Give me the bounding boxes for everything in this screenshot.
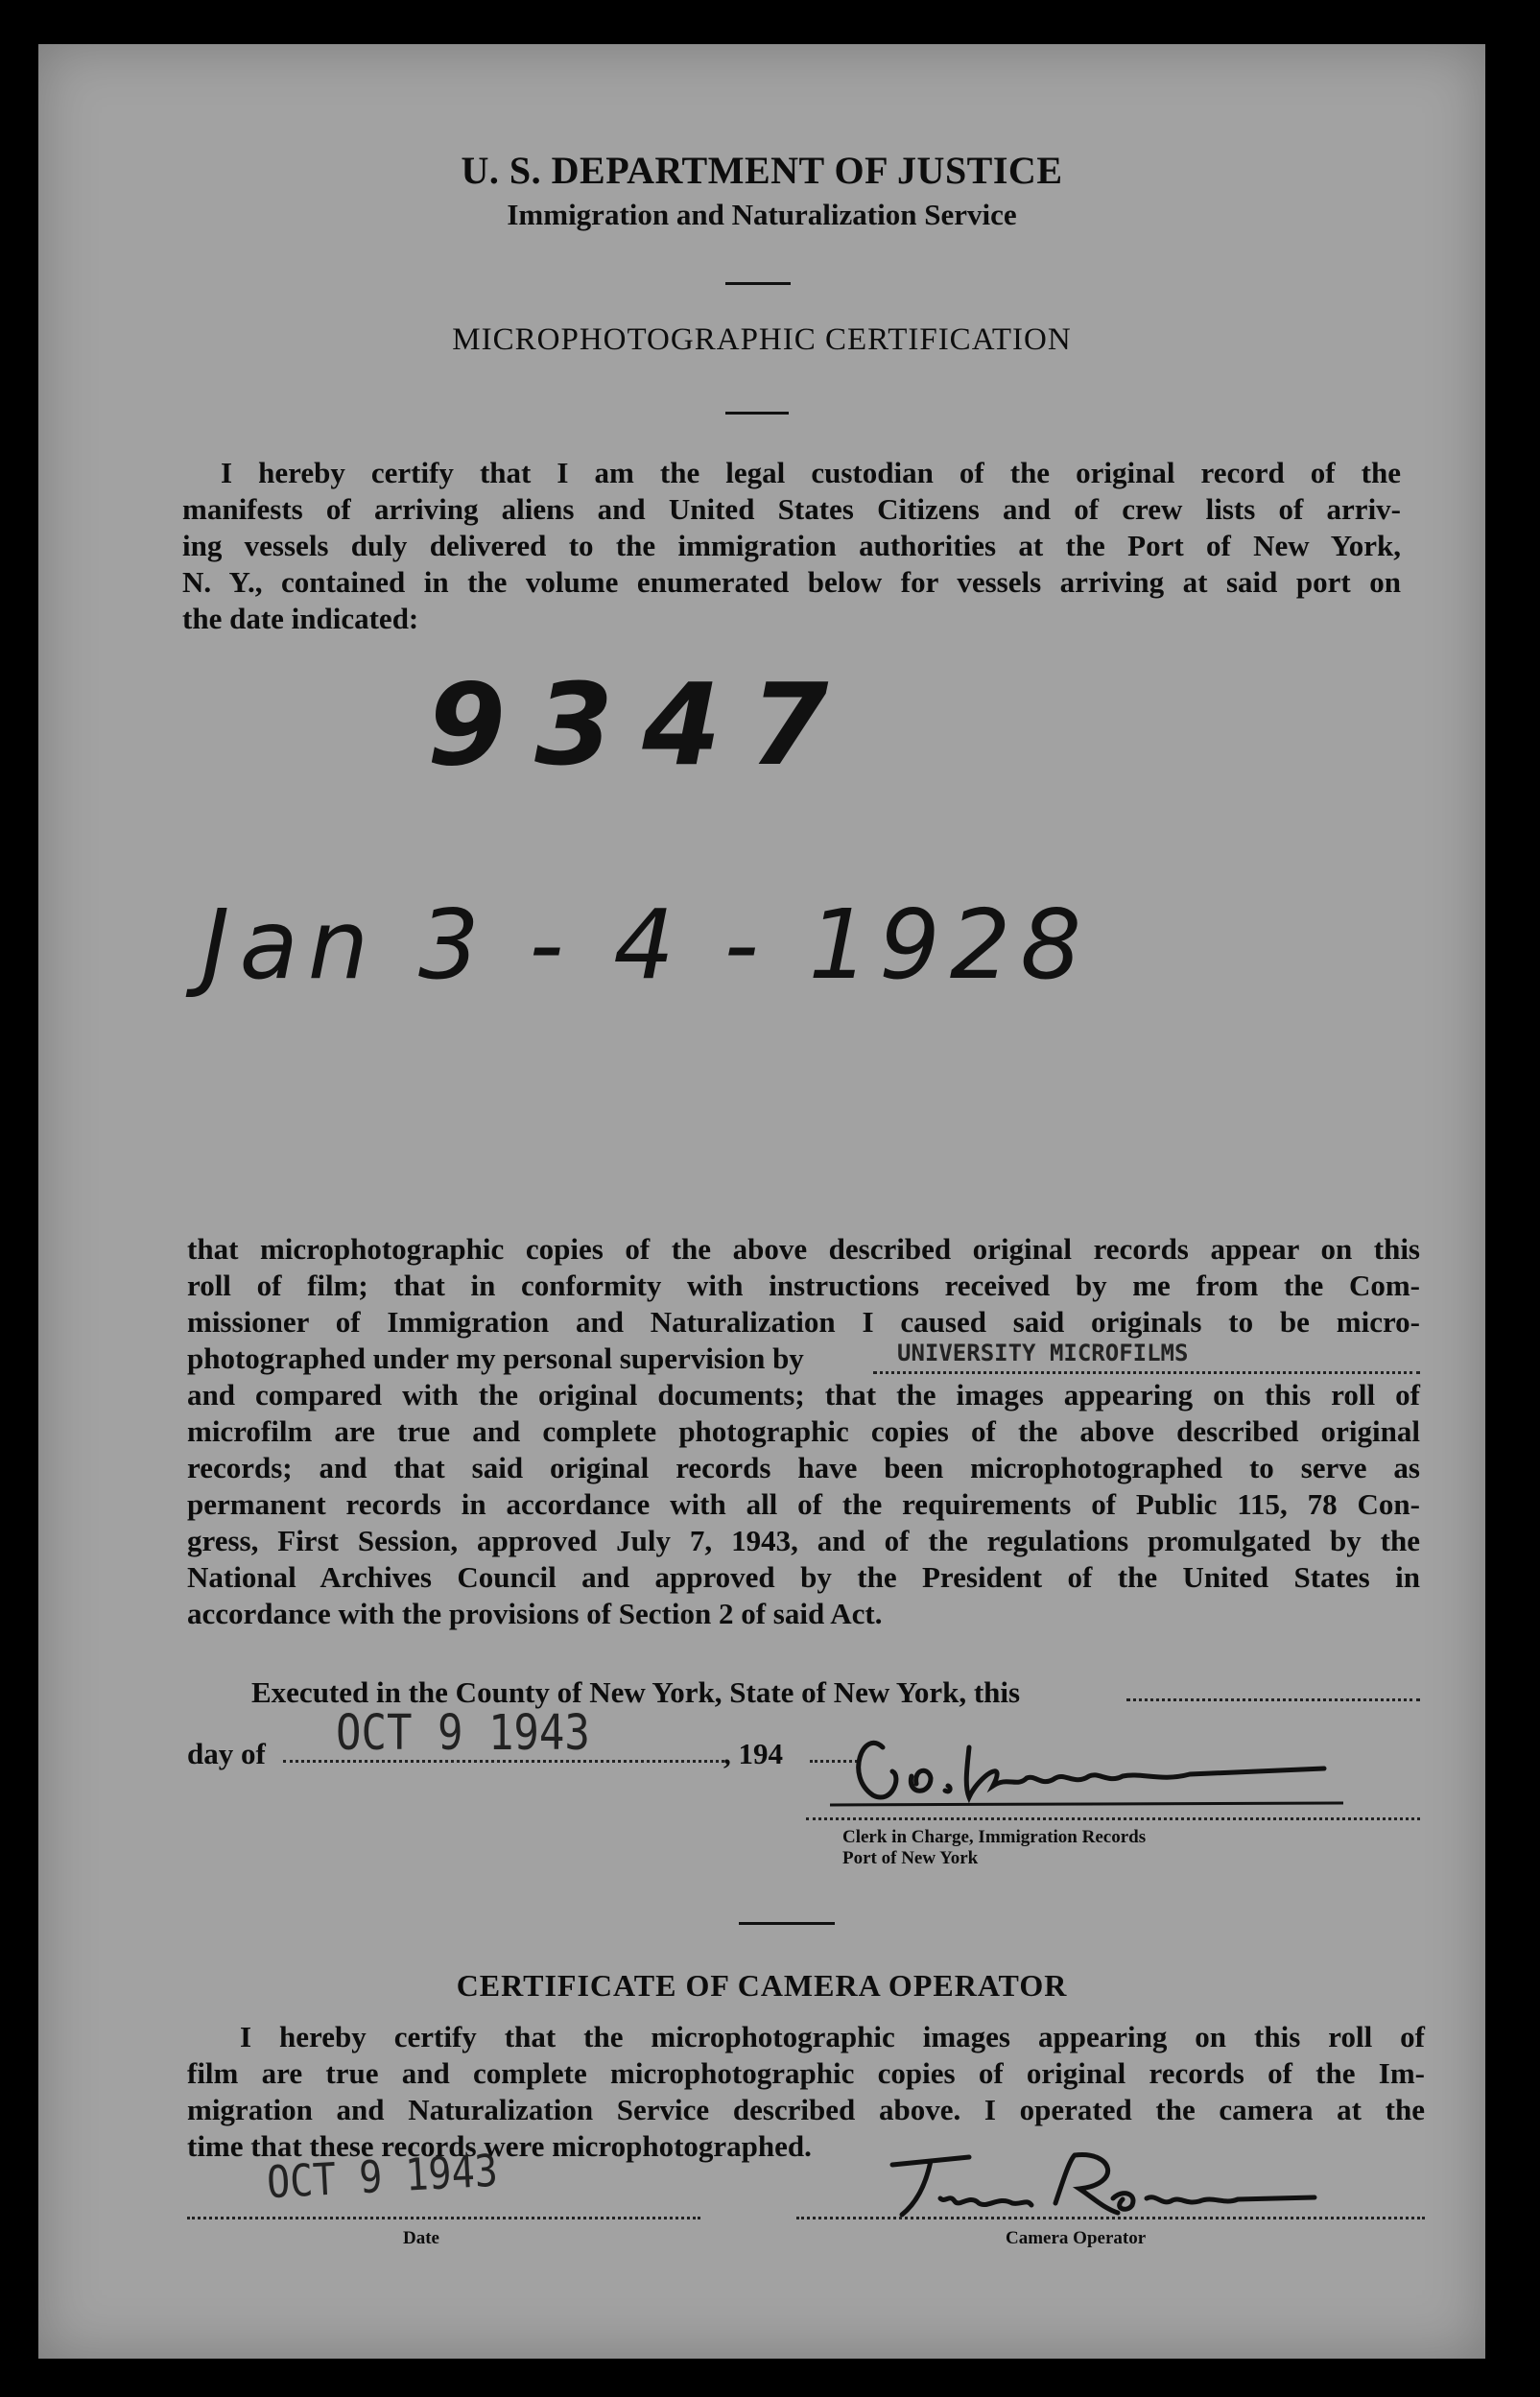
operator-heading: CERTIFICATE OF CAMERA OPERATOR [456,1968,1068,2003]
divider [725,412,789,415]
operator-paragraph [187,2019,1425,2165]
body-line: that microphotographic copies of the above described original records appear on this [187,1232,1420,1266]
body-paragraph [187,1231,1420,1632]
department-title: U. S. DEPARTMENT OF JUSTICE [461,149,1063,192]
supervisor-dotted-line [873,1371,1420,1374]
body-line: National Archives Council and approved by the President of the United States in [187,1560,1420,1594]
divider [725,282,791,285]
supervisor-stamp: UNIVERSITY MICROFILMS [897,1340,1189,1366]
clerk-signature [825,1719,1362,1824]
body-line: records; and that said original records have been microphotographed to serve as [187,1451,1420,1484]
operator-line: migration and Naturalization Service described above. I operated the camera at the [187,2093,1425,2126]
clerk-title-line2: Port of New York [842,1848,979,1868]
day-of-label: day of [187,1737,266,1770]
clerk-title-line1: Clerk in Charge, Immigration Records [842,1827,1147,1847]
operator-date-stamp: OCT 9 1943 [265,2146,500,2209]
operator-line: time that these records were microphotographed. [187,2129,812,2163]
service-subtitle: Immigration and Naturalization Service [507,198,1017,231]
body-line: roll of film; that in conformity with instructions received by me from the Com- [187,1269,1420,1302]
operator-dotted-line [796,2217,1425,2219]
body-line: and compared with the original documents; that the images appearing on this roll of [187,1378,1420,1412]
intro-paragraph [182,455,1401,637]
body-line: gress, First Session, approved July 7, 1943, and of the regulations promulgated by the [187,1524,1420,1557]
year-label: , 194 [723,1737,783,1770]
camera-operator-label: Camera Operator [1006,2228,1147,2248]
intro-line: manifests of arriving aliens and United States Citizens and of crew lists of arriv- [182,492,1401,526]
body-line: missioner of Immigration and Naturalization I caused said originals to be micro- [187,1305,1420,1339]
intro-line: N. Y., contained in the volume enumerated below for vessels arriving at said port on [182,565,1401,599]
date-label: Date [403,2228,439,2248]
execution-date-stamp: OCT 9 1943 [336,1705,590,1762]
intro-line: ing vessels duly delivered to the immigration authorities at the Port of New York, [182,529,1401,562]
intro-line: the date indicated: [182,602,419,635]
date-dotted-line [187,2217,700,2219]
body-line: accordance with the provisions of Section 2 of said Act. [187,1597,883,1630]
intro-line: I hereby certify that I am the legal custodian of the original record of the [221,456,1401,489]
executed-dotted-line [1126,1698,1420,1701]
executed-line: Executed in the County of New York, State of New York, this [251,1675,1021,1709]
operator-line: I hereby certify that the microphotographic images appearing on this roll of [240,2020,1425,2053]
clerk-signature-line [806,1817,1420,1820]
divider [739,1922,835,1925]
date-handwritten: Jan 3 - 4 - 1928 [201,889,1091,1001]
body-line: permanent records in accordance with all of the requirements of Public 115, 78 Con- [187,1487,1420,1521]
body-line: photographed under my personal supervision by [187,1341,804,1375]
volume-number-handwritten: 9347 [427,658,858,791]
operator-line: film are true and complete microphotographic copies of original records of the Im- [187,2056,1425,2090]
certification-heading: MICROPHOTOGRAPHIC CERTIFICATION [452,322,1072,357]
certificate-page [38,44,1485,2359]
body-line: microfilm are true and complete photographic copies of the above described original [187,1414,1420,1448]
